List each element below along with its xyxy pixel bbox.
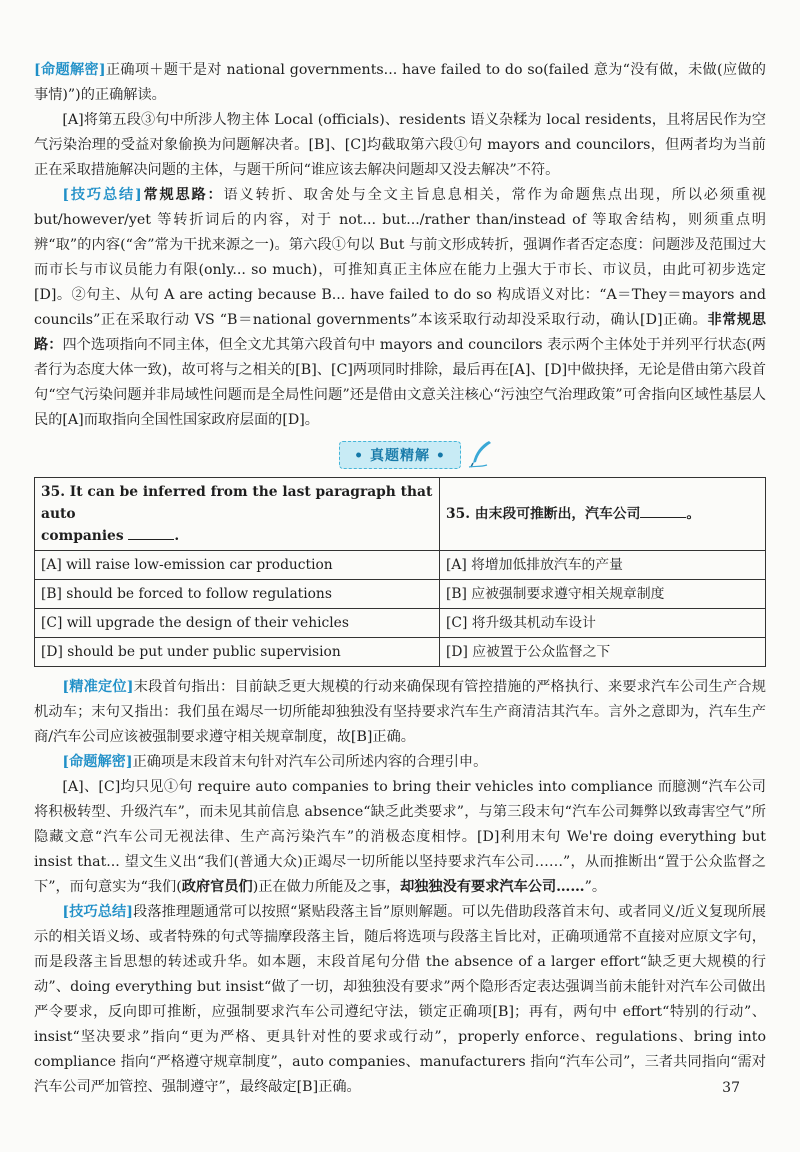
option-row-b [35,580,766,609]
paragraph-text: 语义转折、取舍处与全文主旨息息相关，常作为命题焦点出现，所以必须重视 but/however/yet 等转折词后的内容，对于 not... but.../rather than/instead of 等取舍结构，则须重点明辨“取”的内容(“舍”常为干扰来源之一)。第六段①句以 But 与前文形成转折，强调作者否定态度：问题涉及范围过大而市长与市议员能力有限(only... so much)，可推知真正主体应在能力上强大于市长、市议员，由此可初步选定[D]。②句主、从句 A are acting because B... have failed to do so 构成语义对比：“A＝They＝mayors and councils”正在采取行动 VS “B＝national governments”本该采取行动却没采取行动，确认[D]正确。 [34,187,766,328]
page-content [34,58,766,1100]
answer-blank [640,505,686,518]
paragraph-text: 末段首句指出：目前缺乏更大规模的行动来确保现有管控措施的严格执行、来要求汽车公司生产合规机动车；末句又指出：我们虽在竭尽一切所能却独独没有坚持要求汽车生产商清洁其汽车。言外之意即为，汽车生产商/汽车公司应该被强制要求遵守相关规章制度，故[B]正确。 [34,679,766,745]
paragraph-text: 段落推理题通常可以按照“紧贴段落主旨”原则解题。可以先借助段落首末句、或者同义/近义复现所展示的相关语义场、或者特殊的句式等揣摩段落主旨，随后将选项与段落主旨比对，正确项通常不直接对应原文字句，而是段落主旨思想的转述或升华。如本题，末段首尾句分借 the absence of a larger effort“缺乏更大规模的行动”、doing everything but insist“做了一切，却独独没有要求”两个隐形否定表达强调当前未能针对汽车公司做出严令要求，反向即可推断，应强制要求汽车公司遵纪守法，锁定正确项[B]；再有，两句中 effort“特别的行动”、insist“坚决要求”指向“更为严格、更具针对性的要求或行动”，properly enforce、regulations、bring into compliance 指向“严格遵守规章制度”，auto companies、manufacturers 指向“汽车公司”，三者共同指向“需对汽车公司严加管控、强制遵守”，最终敲定[B]正确。 [34,904,766,1095]
quill-pen-icon [467,439,493,469]
option-english: [C] will upgrade the design of their vehicles [35,609,440,638]
section-tag: [ 命题解密 ] [34,62,106,78]
option-english: [B] should be forced to follow regulations [35,580,440,609]
option-chinese: [D] 应被置于公众监督之下 [440,638,766,667]
paragraph-mingti-jiemi-2 [34,750,766,775]
question-english: 35. It can be inferred from the last paragraph that auto companies . [35,478,440,551]
paragraph-text: )正在做力所能及之事， [252,879,401,895]
paragraph-jiqiao-zongjie-2 [34,900,766,1100]
paragraph-option-analysis [34,775,766,900]
paragraph-text: [A]、[C]均只见①句 require auto companies to bring their vehicles into compliance 而臆测“汽车公司将积极转型、升级汽车”，而未见其前信息 absence“缺乏此类要求”，与第三段末句“汽车公司舞弊以致毒害空气”所隐藏文意“汽车公司无视法律、生产高污染汽车”的消极态度相悖。[D]利用末句 We're doing everything but insist that... 望文生义出“我们(普通大众)正竭尽一切所能以坚持要求汽车公司……”，从而推断出“置于公众监督之下”，而句意实为“我们( [34,779,766,895]
paragraph-distractor-analysis [34,108,766,183]
question-chinese: 35. 由末段可推断出，汽车公司 。 [440,478,766,551]
bold-label: 非常规思路： [34,312,766,353]
option-row-d [35,638,766,667]
paragraph-text: ”。 [584,879,607,895]
section-banner [34,441,766,471]
option-chinese: [A] 将增加低排放汽车的产量 [440,551,766,580]
option-row-a [35,551,766,580]
section-tag: [ 技巧总结 ] [62,904,133,920]
paragraph-text: 正确项＋题干是对 national governments... have failed to do so(failed 意为“没有做，未做(应做的事情)”)的正确解读。 [34,62,766,103]
bold-text: 政府官员们 [181,879,253,895]
banner-label: • 真题精解 • [339,441,461,469]
page-number: 37 [722,1080,740,1096]
section-tag: [ 技巧总结 ] [62,187,141,203]
option-english: [A] will raise low-emission car production [35,551,440,580]
section-tag: [ 精准定位 ] [62,679,133,695]
paragraph-mingti-jiemi-1 [34,58,766,108]
option-chinese: [C] 将升级其机动车设计 [440,609,766,638]
option-english: [D] should be put under public supervision [35,638,440,667]
paragraph-jingzhun-dingwei [34,675,766,750]
section-tag: [ 命题解密 ] [62,754,132,770]
question-table [34,477,766,667]
paragraph-text: [A]将第五段③句中所涉人物主体 Local (officials)、residents 语义杂糅为 local residents，且将居民作为空气污染治理的受益对象偷换为问题解决者。[B]、[C]均截取第六段①句 mayors and councilors，但两者均为当前正在采取措施解决问题的主体，与题干所问“谁应该去解决问题却又没去解决”不符。 [34,112,766,178]
bold-label: 常规思路： [141,187,224,203]
paragraph-text: 四个选项指向不同主体，但全文尤其第六段首句中 mayors and councilors 表示两个主体处于并列平行状态(两者行为态度大体一致)，故可将与之相关的[B]、[C]两项同时排除，最后再在[A]、[D]中做抉择，无论是借由第六段首句“空气污染问题并非局域性问题而是全局性问题”还是借由文意关注核心“污浊空气治理政策”可舍指向区域性基层人民的[A]而取指向全国性国家政府层面的[D]。 [34,337,766,428]
option-chinese: [B] 应被强制要求遵守相关规章制度 [440,580,766,609]
answer-blank [128,527,174,540]
question-row [35,478,766,551]
bold-text: 却独独没有要求汽车公司…… [400,879,585,895]
option-row-c [35,609,766,638]
paragraph-text: 正确项是末段首末句针对汽车公司所述内容的合理引申。 [132,754,488,770]
paragraph-jiqiao-zongjie-1 [34,183,766,433]
